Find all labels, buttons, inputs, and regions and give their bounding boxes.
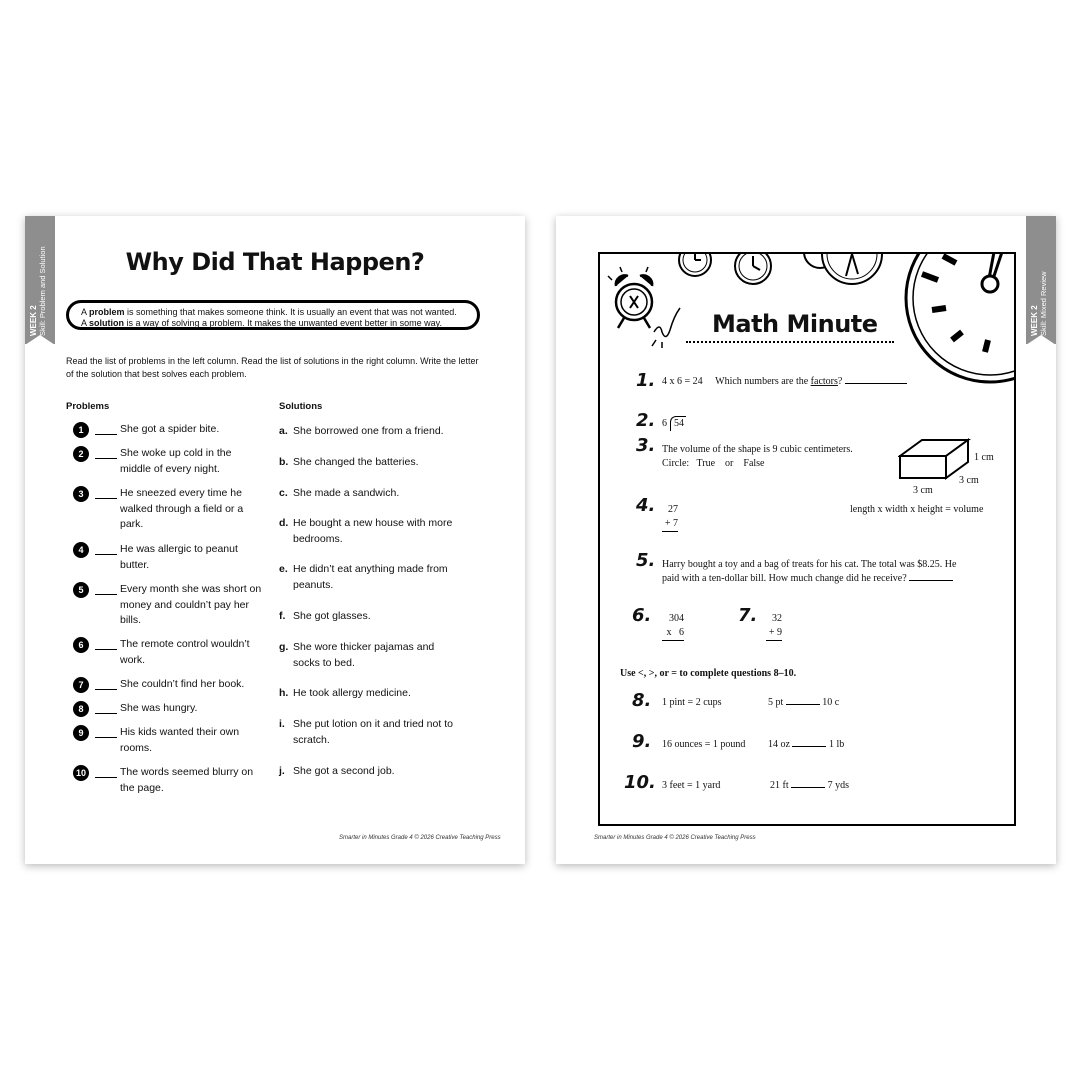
number-badge: 8 bbox=[73, 701, 89, 717]
number-badge: 1 bbox=[73, 422, 89, 438]
answer-blank[interactable] bbox=[95, 554, 117, 555]
question-9-fact: 16 ounces = 1 pound bbox=[662, 739, 746, 750]
question-number: 5. bbox=[636, 550, 656, 571]
worksheet-page-right bbox=[556, 216, 1056, 864]
math-minute-title: Math Minute bbox=[712, 310, 878, 338]
answer-line[interactable] bbox=[909, 580, 953, 581]
week-label: WEEK 2 bbox=[29, 305, 38, 336]
page-footer: Smarter in Minutes Grade 4 © 2026 Creative Teaching Press bbox=[339, 835, 501, 841]
question-2-division: 6 54 bbox=[662, 418, 684, 429]
solutions-heading: Solutions bbox=[279, 401, 323, 412]
answer-blank[interactable] bbox=[95, 689, 117, 690]
dimension-depth: 3 cm bbox=[959, 475, 979, 486]
question-3: The volume of the shape is 9 cubic centimeters. Circle: True or False bbox=[662, 444, 853, 469]
page-footer: Smarter in Minutes Grade 4 © 2026 Creative Teaching Press bbox=[594, 835, 756, 841]
week-label: WEEK 2 bbox=[1030, 305, 1039, 336]
number-badge: 4 bbox=[73, 542, 89, 558]
title-dotted-rule bbox=[686, 341, 894, 343]
number-badge: 3 bbox=[73, 486, 89, 502]
dimension-width: 3 cm bbox=[913, 485, 933, 496]
question-1: 4 x 6 = 24 Which numbers are the factors? bbox=[662, 375, 907, 389]
worksheet-page-left: WEEK 2 Skill: Problem and Solution Why Did That Happen? A problem is something that makes someone think. It is usually an event that was not wanted. A solution is a way of solving a problem. It makes the unwanted event better in some way. Read the list of problems in the left column. Read the list of solutions in the right column. Write the letter of the solution that best solves each problem. Problems Solutions 1 She got a spider bite. 2 She woke up cold in the middle of every night. 3 He sneezed every time he walked through a field or a park. 4 He was allergic to peanut butter. 5 Every month she was short on money and couldn’t pay her bills. 6 The remote control wouldn’t work. 7 She couldn’t find her book. 8 She was hungry. 9 His kids wanted their own rooms. 10 The words seemed blurry on the page. a. She borrowed one from a friend. b. She changed the batteries. c. She made a sandwich. d. He bought a new house with more bedrooms. e. He didn’t eat anything made from peanuts. f. She got glasses. g. She wore thicker pajamas and socks to bed. h. He took allergy medicine. i. She put lotion on it and tried not to scratch. j. She got a second job. Smarter in Minutes Grade 4 © 2026 Creative Teaching Press bbox=[25, 216, 525, 864]
answer-blank[interactable] bbox=[95, 434, 117, 435]
week-tab bbox=[1026, 216, 1056, 344]
number-badge: 2 bbox=[73, 446, 89, 462]
definition-problem: A problem is something that makes someone think. It is usually an event that was not wanted. bbox=[81, 307, 457, 317]
week-tab bbox=[25, 216, 55, 344]
question-8-fact: 1 pint = 2 cups bbox=[662, 697, 722, 708]
question-number: 8. bbox=[632, 690, 652, 711]
skill-label: Skill: Problem and Solution bbox=[38, 246, 47, 336]
page-title: Why Did That Happen? bbox=[125, 248, 425, 276]
definition-solution: A solution is a way of solving a problem. It makes the unwanted event better in some way. bbox=[81, 318, 443, 328]
question-8-compare: 5 pt 10 c bbox=[768, 697, 840, 708]
problems-heading: Problems bbox=[66, 401, 110, 412]
question-number: 7. bbox=[738, 605, 758, 626]
question-4-addition: 27 + 7 bbox=[662, 503, 678, 532]
answer-line[interactable] bbox=[792, 746, 826, 747]
number-badge: 6 bbox=[73, 637, 89, 653]
number-badge: 10 bbox=[73, 765, 89, 781]
compare-instructions: Use <, >, or = to complete questions 8–10. bbox=[620, 668, 797, 679]
number-badge: 9 bbox=[73, 725, 89, 741]
answer-blank[interactable] bbox=[95, 498, 117, 499]
answer-blank[interactable] bbox=[95, 737, 117, 738]
question-6-multiplication: 304 x 6 bbox=[662, 612, 684, 641]
question-7-addition: 32 + 9 bbox=[766, 612, 782, 641]
question-number: 4. bbox=[636, 495, 656, 516]
math-minute-frame bbox=[598, 252, 1016, 826]
volume-formula: length x width x height = volume bbox=[850, 504, 984, 515]
question-number: 9. bbox=[632, 731, 652, 752]
question-number: 3. bbox=[636, 435, 656, 456]
answer-line[interactable] bbox=[845, 383, 907, 384]
number-badge: 5 bbox=[73, 582, 89, 598]
question-number: 10. bbox=[624, 772, 656, 793]
question-9-compare: 14 oz 1 lb bbox=[768, 739, 845, 750]
question-number: 1. bbox=[636, 370, 656, 391]
answer-blank[interactable] bbox=[95, 713, 117, 714]
instructions: Read the list of problems in the left column. Read the list of solutions in the right column. Write the letter of the solution that best solves each problem. bbox=[66, 356, 479, 379]
question-5: Harry bought a toy and a bag of treats for his cat. The total was $8.25. He paid with a ten-dollar bill. How much change did he receive? bbox=[662, 559, 957, 584]
answer-line[interactable] bbox=[791, 787, 825, 788]
answer-line[interactable] bbox=[786, 704, 820, 705]
number-badge: 7 bbox=[73, 677, 89, 693]
question-10-fact: 3 feet = 1 yard bbox=[662, 780, 721, 791]
question-number: 2. bbox=[636, 410, 656, 431]
answer-blank[interactable] bbox=[95, 649, 117, 650]
skill-label: Skill: Mixed Review bbox=[1039, 271, 1048, 336]
definition-box bbox=[66, 300, 480, 330]
question-number: 6. bbox=[632, 605, 652, 626]
question-10-compare: 21 ft 7 yds bbox=[770, 780, 850, 791]
answer-blank[interactable] bbox=[95, 458, 117, 459]
dimension-height: 1 cm bbox=[974, 452, 994, 463]
answer-blank[interactable] bbox=[95, 594, 117, 595]
answer-blank[interactable] bbox=[95, 777, 117, 778]
